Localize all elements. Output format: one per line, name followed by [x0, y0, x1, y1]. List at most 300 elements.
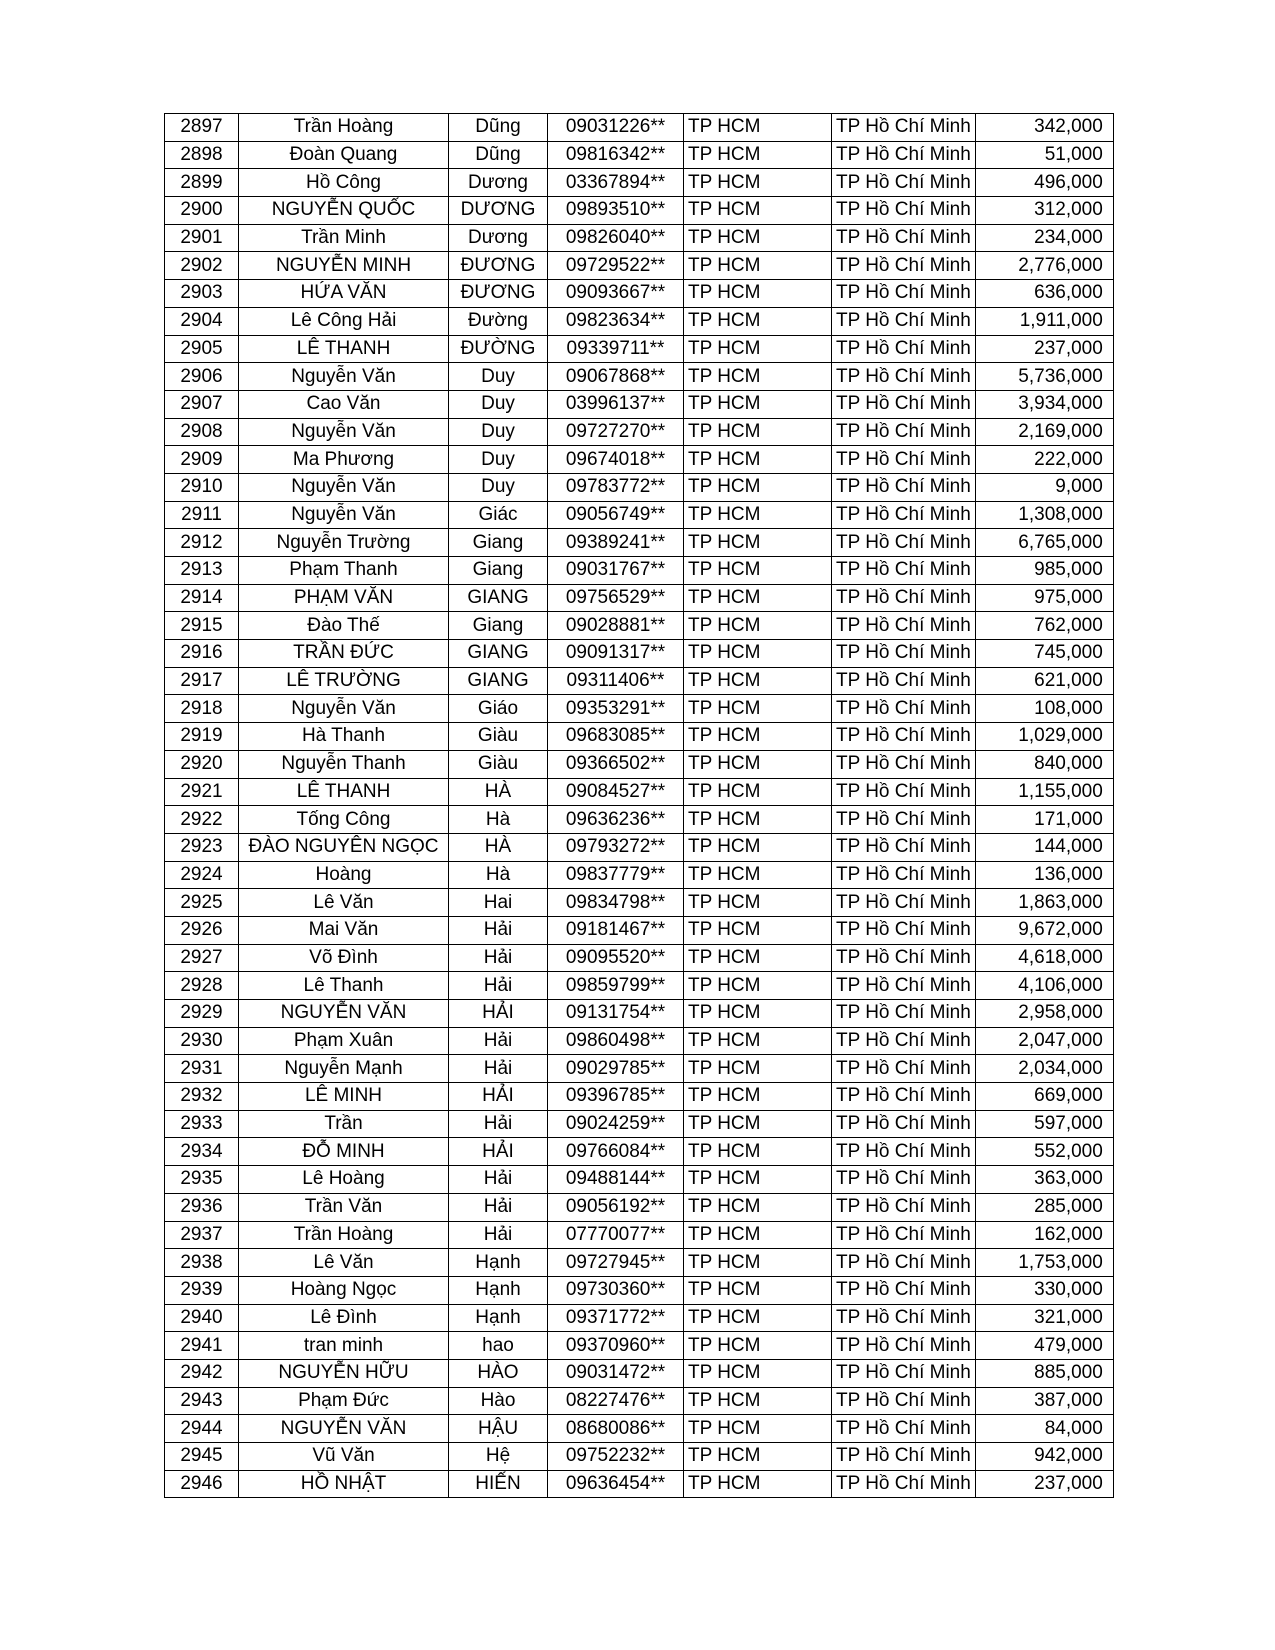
province-cell: TP Hồ Chí Minh	[832, 1470, 976, 1498]
last-name-cell: Nguyễn Mạnh	[239, 1055, 449, 1083]
province-cell: TP Hồ Chí Minh	[832, 944, 976, 972]
row-number-cell: 2931	[165, 1055, 239, 1083]
table-row	[165, 695, 1114, 723]
table-row	[165, 1443, 1114, 1471]
table-row	[165, 418, 1114, 446]
phone-cell: 09056749**	[548, 501, 684, 529]
amount-cell: 2,047,000	[975, 1027, 1113, 1055]
phone-cell: 09353291**	[548, 695, 684, 723]
province-cell: TP Hồ Chí Minh	[832, 667, 976, 695]
table-row	[165, 1359, 1114, 1387]
amount-cell: 9,000	[975, 473, 1113, 501]
table-row	[165, 1387, 1114, 1415]
city-cell: TP HCM	[684, 390, 832, 418]
amount-cell: 136,000	[975, 861, 1113, 889]
phone-cell: 09636236**	[548, 806, 684, 834]
row-number-cell: 2902	[165, 252, 239, 280]
last-name-cell: Trần Văn	[239, 1193, 449, 1221]
amount-cell: 2,958,000	[975, 1000, 1113, 1028]
first-name-cell: Hạnh	[449, 1276, 548, 1304]
province-cell: TP Hồ Chí Minh	[832, 473, 976, 501]
province-cell: TP Hồ Chí Minh	[832, 114, 976, 142]
province-cell: TP Hồ Chí Minh	[832, 390, 976, 418]
first-name-cell: GIANG	[449, 640, 548, 668]
row-number-cell: 2918	[165, 695, 239, 723]
last-name-cell: NGUYỄN VĂN	[239, 1415, 449, 1443]
last-name-cell: Lê Văn	[239, 1249, 449, 1277]
table-row	[165, 529, 1114, 557]
first-name-cell: Duy	[449, 418, 548, 446]
city-cell: TP HCM	[684, 1193, 832, 1221]
first-name-cell: HẢI	[449, 1138, 548, 1166]
first-name-cell: Giang	[449, 557, 548, 585]
table-row	[165, 557, 1114, 585]
phone-cell: 09371772**	[548, 1304, 684, 1332]
row-number-cell: 2912	[165, 529, 239, 557]
province-cell: TP Hồ Chí Minh	[832, 889, 976, 917]
phone-cell: 09636454**	[548, 1470, 684, 1498]
last-name-cell: Nguyễn Thanh	[239, 750, 449, 778]
first-name-cell: Hải	[449, 1110, 548, 1138]
city-cell: TP HCM	[684, 446, 832, 474]
phone-cell: 09793272**	[548, 833, 684, 861]
province-cell: TP Hồ Chí Minh	[832, 806, 976, 834]
last-name-cell: Nguyễn Văn	[239, 473, 449, 501]
row-number-cell: 2944	[165, 1415, 239, 1443]
city-cell: TP HCM	[684, 612, 832, 640]
city-cell: TP HCM	[684, 1166, 832, 1194]
province-cell: TP Hồ Chí Minh	[832, 612, 976, 640]
province-cell: TP Hồ Chí Minh	[832, 197, 976, 225]
table-row	[165, 335, 1114, 363]
province-cell: TP Hồ Chí Minh	[832, 1138, 976, 1166]
first-name-cell: hao	[449, 1332, 548, 1360]
first-name-cell: Hai	[449, 889, 548, 917]
first-name-cell: Hệ	[449, 1443, 548, 1471]
amount-cell: 4,106,000	[975, 972, 1113, 1000]
amount-cell: 745,000	[975, 640, 1113, 668]
table-row	[165, 1166, 1114, 1194]
table-row	[165, 889, 1114, 917]
phone-cell: 09339711**	[548, 335, 684, 363]
amount-cell: 321,000	[975, 1304, 1113, 1332]
last-name-cell: Lê Văn	[239, 889, 449, 917]
province-cell: TP Hồ Chí Minh	[832, 1166, 976, 1194]
row-number-cell: 2939	[165, 1276, 239, 1304]
last-name-cell: Lê Thanh	[239, 972, 449, 1000]
province-cell: TP Hồ Chí Minh	[832, 723, 976, 751]
amount-cell: 2,034,000	[975, 1055, 1113, 1083]
phone-cell: 09389241**	[548, 529, 684, 557]
phone-cell: 09729522**	[548, 252, 684, 280]
last-name-cell: tran minh	[239, 1332, 449, 1360]
table-row	[165, 307, 1114, 335]
phone-cell: 09311406**	[548, 667, 684, 695]
province-cell: TP Hồ Chí Minh	[832, 916, 976, 944]
city-cell: TP HCM	[684, 1083, 832, 1111]
phone-cell: 09131754**	[548, 1000, 684, 1028]
city-cell: TP HCM	[684, 972, 832, 1000]
last-name-cell: Phạm Xuân	[239, 1027, 449, 1055]
first-name-cell: GIANG	[449, 584, 548, 612]
last-name-cell: Nguyễn Văn	[239, 501, 449, 529]
phone-cell: 09674018**	[548, 446, 684, 474]
table-row	[165, 1000, 1114, 1028]
province-cell: TP Hồ Chí Minh	[832, 1276, 976, 1304]
city-cell: TP HCM	[684, 723, 832, 751]
amount-cell: 669,000	[975, 1083, 1113, 1111]
first-name-cell: HIẾN	[449, 1470, 548, 1498]
phone-cell: 09084527**	[548, 778, 684, 806]
row-number-cell: 2946	[165, 1470, 239, 1498]
phone-cell: 09028881**	[548, 612, 684, 640]
amount-cell: 342,000	[975, 114, 1113, 142]
province-cell: TP Hồ Chí Minh	[832, 280, 976, 308]
city-cell: TP HCM	[684, 1415, 832, 1443]
first-name-cell: DƯƠNG	[449, 197, 548, 225]
row-number-cell: 2908	[165, 418, 239, 446]
table-row	[165, 833, 1114, 861]
city-cell: TP HCM	[684, 307, 832, 335]
province-cell: TP Hồ Chí Minh	[832, 224, 976, 252]
city-cell: TP HCM	[684, 418, 832, 446]
table-row	[165, 473, 1114, 501]
province-cell: TP Hồ Chí Minh	[832, 529, 976, 557]
table-row	[165, 446, 1114, 474]
city-cell: TP HCM	[684, 806, 832, 834]
amount-cell: 840,000	[975, 750, 1113, 778]
city-cell: TP HCM	[684, 1443, 832, 1471]
city-cell: TP HCM	[684, 363, 832, 391]
last-name-cell: Tống Công	[239, 806, 449, 834]
last-name-cell: Phạm Đức	[239, 1387, 449, 1415]
city-cell: TP HCM	[684, 501, 832, 529]
row-number-cell: 2930	[165, 1027, 239, 1055]
phone-cell: 09031472**	[548, 1359, 684, 1387]
phone-cell: 09093667**	[548, 280, 684, 308]
row-number-cell: 2927	[165, 944, 239, 972]
row-number-cell: 2907	[165, 390, 239, 418]
table-row	[165, 667, 1114, 695]
phone-cell: 08227476**	[548, 1387, 684, 1415]
row-number-cell: 2945	[165, 1443, 239, 1471]
phone-cell: 09031767**	[548, 557, 684, 585]
last-name-cell: ĐÀO NGUYÊN NGỌC	[239, 833, 449, 861]
first-name-cell: Hải	[449, 972, 548, 1000]
first-name-cell: Giáo	[449, 695, 548, 723]
amount-cell: 234,000	[975, 224, 1113, 252]
province-cell: TP Hồ Chí Minh	[832, 557, 976, 585]
first-name-cell: Dũng	[449, 141, 548, 169]
city-cell: TP HCM	[684, 750, 832, 778]
first-name-cell: Hải	[449, 944, 548, 972]
row-number-cell: 2943	[165, 1387, 239, 1415]
row-number-cell: 2897	[165, 114, 239, 142]
first-name-cell: Duy	[449, 390, 548, 418]
city-cell: TP HCM	[684, 1055, 832, 1083]
last-name-cell: Hoàng Ngọc	[239, 1276, 449, 1304]
table-row	[165, 280, 1114, 308]
last-name-cell: Nguyễn Trường	[239, 529, 449, 557]
phone-cell: 09837779**	[548, 861, 684, 889]
province-cell: TP Hồ Chí Minh	[832, 778, 976, 806]
first-name-cell: ĐƯƠNG	[449, 280, 548, 308]
last-name-cell: Vũ Văn	[239, 1443, 449, 1471]
row-number-cell: 2905	[165, 335, 239, 363]
amount-cell: 762,000	[975, 612, 1113, 640]
table-row	[165, 1110, 1114, 1138]
first-name-cell: Dương	[449, 224, 548, 252]
city-cell: TP HCM	[684, 695, 832, 723]
phone-cell: 09366502**	[548, 750, 684, 778]
last-name-cell: LÊ THANH	[239, 778, 449, 806]
phone-cell: 09859799**	[548, 972, 684, 1000]
first-name-cell: Giàu	[449, 723, 548, 751]
city-cell: TP HCM	[684, 114, 832, 142]
first-name-cell: ĐƯỜNG	[449, 335, 548, 363]
province-cell: TP Hồ Chí Minh	[832, 1332, 976, 1360]
last-name-cell: ĐỖ MINH	[239, 1138, 449, 1166]
row-number-cell: 2935	[165, 1166, 239, 1194]
first-name-cell: Hải	[449, 1221, 548, 1249]
table-row	[165, 723, 1114, 751]
city-cell: TP HCM	[684, 778, 832, 806]
city-cell: TP HCM	[684, 944, 832, 972]
first-name-cell: Duy	[449, 363, 548, 391]
last-name-cell: Đoàn Quang	[239, 141, 449, 169]
table-row	[165, 197, 1114, 225]
province-cell: TP Hồ Chí Minh	[832, 141, 976, 169]
table-row	[165, 861, 1114, 889]
province-cell: TP Hồ Chí Minh	[832, 1443, 976, 1471]
phone-cell: 09826040**	[548, 224, 684, 252]
first-name-cell: Duy	[449, 473, 548, 501]
row-number-cell: 2909	[165, 446, 239, 474]
table-row	[165, 169, 1114, 197]
province-cell: TP Hồ Chí Minh	[832, 307, 976, 335]
last-name-cell: Trần Hoàng	[239, 114, 449, 142]
city-cell: TP HCM	[684, 1027, 832, 1055]
amount-cell: 1,863,000	[975, 889, 1113, 917]
row-number-cell: 2934	[165, 1138, 239, 1166]
first-name-cell: Hải	[449, 1027, 548, 1055]
row-number-cell: 2919	[165, 723, 239, 751]
amount-cell: 1,155,000	[975, 778, 1113, 806]
city-cell: TP HCM	[684, 640, 832, 668]
city-cell: TP HCM	[684, 1221, 832, 1249]
table-row	[165, 778, 1114, 806]
row-number-cell: 2926	[165, 916, 239, 944]
province-cell: TP Hồ Chí Minh	[832, 363, 976, 391]
province-cell: TP Hồ Chí Minh	[832, 1387, 976, 1415]
table-row	[165, 640, 1114, 668]
first-name-cell: HÀ	[449, 778, 548, 806]
table-row	[165, 1055, 1114, 1083]
city-cell: TP HCM	[684, 335, 832, 363]
first-name-cell: Hải	[449, 916, 548, 944]
province-cell: TP Hồ Chí Minh	[832, 1055, 976, 1083]
row-number-cell: 2916	[165, 640, 239, 668]
phone-cell: 09091317**	[548, 640, 684, 668]
phone-cell: 09683085**	[548, 723, 684, 751]
table-row	[165, 1470, 1114, 1498]
province-cell: TP Hồ Chí Minh	[832, 640, 976, 668]
city-cell: TP HCM	[684, 889, 832, 917]
amount-cell: 1,308,000	[975, 501, 1113, 529]
row-number-cell: 2917	[165, 667, 239, 695]
city-cell: TP HCM	[684, 1359, 832, 1387]
last-name-cell: LÊ THANH	[239, 335, 449, 363]
province-cell: TP Hồ Chí Minh	[832, 252, 976, 280]
table-row	[165, 114, 1114, 142]
last-name-cell: Trần Hoàng	[239, 1221, 449, 1249]
last-name-cell: Đào Thế	[239, 612, 449, 640]
row-number-cell: 2920	[165, 750, 239, 778]
phone-cell: 08680086**	[548, 1415, 684, 1443]
city-cell: TP HCM	[684, 529, 832, 557]
province-cell: TP Hồ Chí Minh	[832, 1415, 976, 1443]
last-name-cell: Lê Hoàng	[239, 1166, 449, 1194]
row-number-cell: 2921	[165, 778, 239, 806]
amount-cell: 496,000	[975, 169, 1113, 197]
first-name-cell: Đường	[449, 307, 548, 335]
province-cell: TP Hồ Chí Minh	[832, 695, 976, 723]
city-cell: TP HCM	[684, 667, 832, 695]
row-number-cell: 2913	[165, 557, 239, 585]
first-name-cell: HẢI	[449, 1000, 548, 1028]
row-number-cell: 2903	[165, 280, 239, 308]
first-name-cell: Hạnh	[449, 1249, 548, 1277]
phone-cell: 09816342**	[548, 141, 684, 169]
phone-cell: 07770077**	[548, 1221, 684, 1249]
phone-cell: 09834798**	[548, 889, 684, 917]
amount-cell: 108,000	[975, 695, 1113, 723]
phone-cell: 09783772**	[548, 473, 684, 501]
row-number-cell: 2940	[165, 1304, 239, 1332]
amount-cell: 171,000	[975, 806, 1113, 834]
last-name-cell: NGUYỄN HỮU	[239, 1359, 449, 1387]
phone-cell: 03996137**	[548, 390, 684, 418]
table-row	[165, 584, 1114, 612]
first-name-cell: Hà	[449, 861, 548, 889]
province-cell: TP Hồ Chí Minh	[832, 1249, 976, 1277]
province-cell: TP Hồ Chí Minh	[832, 1359, 976, 1387]
table-row	[165, 916, 1114, 944]
last-name-cell: Cao Văn	[239, 390, 449, 418]
city-cell: TP HCM	[684, 557, 832, 585]
first-name-cell: Hào	[449, 1387, 548, 1415]
amount-cell: 2,776,000	[975, 252, 1113, 280]
last-name-cell: Hà Thanh	[239, 723, 449, 751]
amount-cell: 3,934,000	[975, 390, 1113, 418]
province-cell: TP Hồ Chí Minh	[832, 1221, 976, 1249]
phone-cell: 09730360**	[548, 1276, 684, 1304]
first-name-cell: Giang	[449, 529, 548, 557]
amount-cell: 479,000	[975, 1332, 1113, 1360]
last-name-cell: Hoàng	[239, 861, 449, 889]
last-name-cell: Mai Văn	[239, 916, 449, 944]
amount-cell: 597,000	[975, 1110, 1113, 1138]
table-row	[165, 1304, 1114, 1332]
amount-cell: 636,000	[975, 280, 1113, 308]
first-name-cell: Hải	[449, 1055, 548, 1083]
city-cell: TP HCM	[684, 1470, 832, 1498]
phone-cell: 09396785**	[548, 1083, 684, 1111]
first-name-cell: Giàu	[449, 750, 548, 778]
table-row	[165, 1276, 1114, 1304]
city-cell: TP HCM	[684, 1138, 832, 1166]
row-number-cell: 2900	[165, 197, 239, 225]
province-cell: TP Hồ Chí Minh	[832, 750, 976, 778]
table-row	[165, 1027, 1114, 1055]
city-cell: TP HCM	[684, 1249, 832, 1277]
table-row	[165, 501, 1114, 529]
amount-cell: 237,000	[975, 1470, 1113, 1498]
row-number-cell: 2924	[165, 861, 239, 889]
first-name-cell: ĐƯƠNG	[449, 252, 548, 280]
first-name-cell: Hải	[449, 1166, 548, 1194]
amount-cell: 6,765,000	[975, 529, 1113, 557]
row-number-cell: 2904	[165, 307, 239, 335]
province-cell: TP Hồ Chí Minh	[832, 1000, 976, 1028]
row-number-cell: 2914	[165, 584, 239, 612]
table-row	[165, 1193, 1114, 1221]
table-row	[165, 252, 1114, 280]
province-cell: TP Hồ Chí Minh	[832, 1083, 976, 1111]
city-cell: TP HCM	[684, 916, 832, 944]
last-name-cell: Trần Minh	[239, 224, 449, 252]
amount-cell: 144,000	[975, 833, 1113, 861]
province-cell: TP Hồ Chí Minh	[832, 169, 976, 197]
first-name-cell: Dương	[449, 169, 548, 197]
city-cell: TP HCM	[684, 473, 832, 501]
table-row	[165, 1415, 1114, 1443]
amount-cell: 51,000	[975, 141, 1113, 169]
amount-cell: 552,000	[975, 1138, 1113, 1166]
row-number-cell: 2932	[165, 1083, 239, 1111]
row-number-cell: 2937	[165, 1221, 239, 1249]
amount-cell: 5,736,000	[975, 363, 1113, 391]
province-cell: TP Hồ Chí Minh	[832, 833, 976, 861]
data-table	[164, 113, 1114, 1498]
amount-cell: 1,753,000	[975, 1249, 1113, 1277]
amount-cell: 330,000	[975, 1276, 1113, 1304]
amount-cell: 885,000	[975, 1359, 1113, 1387]
city-cell: TP HCM	[684, 1387, 832, 1415]
table-row	[165, 390, 1114, 418]
amount-cell: 162,000	[975, 1221, 1113, 1249]
province-cell: TP Hồ Chí Minh	[832, 861, 976, 889]
phone-cell: 09488144**	[548, 1166, 684, 1194]
province-cell: TP Hồ Chí Minh	[832, 1304, 976, 1332]
first-name-cell: Duy	[449, 446, 548, 474]
table-row	[165, 1083, 1114, 1111]
phone-cell: 09370960**	[548, 1332, 684, 1360]
city-cell: TP HCM	[684, 169, 832, 197]
amount-cell: 621,000	[975, 667, 1113, 695]
phone-cell: 03367894**	[548, 169, 684, 197]
first-name-cell: Dũng	[449, 114, 548, 142]
amount-cell: 2,169,000	[975, 418, 1113, 446]
first-name-cell: Giác	[449, 501, 548, 529]
amount-cell: 285,000	[975, 1193, 1113, 1221]
last-name-cell: Ma Phương	[239, 446, 449, 474]
city-cell: TP HCM	[684, 224, 832, 252]
row-number-cell: 2928	[165, 972, 239, 1000]
last-name-cell: Nguyễn Văn	[239, 695, 449, 723]
row-number-cell: 2899	[165, 169, 239, 197]
last-name-cell: PHẠM VĂN	[239, 584, 449, 612]
